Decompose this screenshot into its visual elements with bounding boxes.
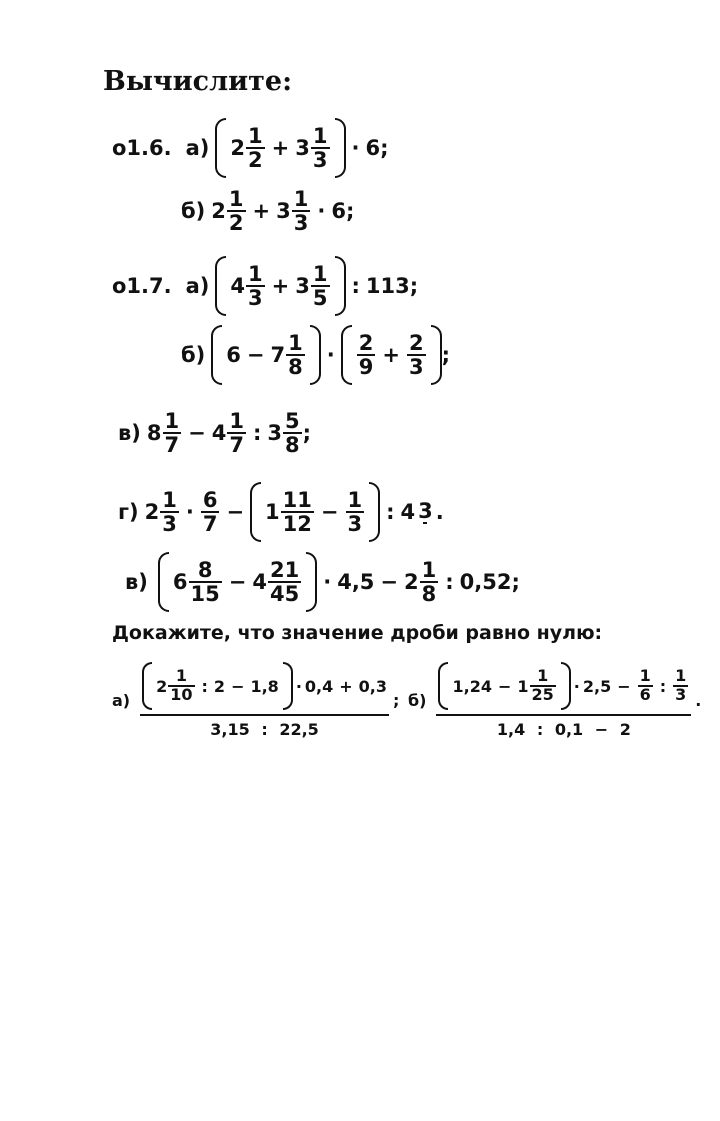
item-label: в) <box>118 421 141 446</box>
whole-part: 2 <box>156 676 168 696</box>
item-label: г) <box>118 500 139 524</box>
period: . <box>695 691 702 710</box>
big-fraction <box>436 662 691 739</box>
item-label: б) <box>181 199 206 224</box>
fraction: $\frac{1}{7}$ <box>229 409 244 458</box>
semicolon: ; <box>441 343 450 367</box>
multiply-sign: · <box>351 136 360 160</box>
fraction: $\frac{11}{12}$ <box>282 487 312 536</box>
problem-1-6-a <box>112 118 389 178</box>
number: 0,3 <box>358 676 387 696</box>
numerator <box>436 662 691 714</box>
number: 2,5 <box>582 676 612 696</box>
problem-1-9-b <box>408 662 701 739</box>
semicolon: ; <box>392 691 400 710</box>
whole-part: 4 <box>230 274 246 298</box>
fraction: $\frac{5}{8}$ <box>285 409 300 458</box>
item-label: а) <box>185 136 210 160</box>
minus-sign: − <box>226 500 245 524</box>
divide-sign: : <box>659 676 667 696</box>
item-label: в) <box>125 570 148 594</box>
divisor: 113; <box>365 274 419 298</box>
parenthesis-group <box>341 325 442 385</box>
whole-part: 4 <box>400 500 416 524</box>
denominator: 1,4 : 0,1 − 2 <box>436 714 691 739</box>
page-title: Вычислите: <box>103 66 293 97</box>
minus-sign: − <box>380 570 399 594</box>
whole-part: 3 <box>295 274 310 298</box>
parenthesis-group <box>211 325 320 385</box>
minus-sign: − <box>246 343 265 367</box>
right-paren <box>306 552 317 612</box>
minus-sign: − <box>231 676 245 696</box>
whole-part: 3 <box>267 421 283 446</box>
parenthesis-group <box>158 552 317 612</box>
whole-part: 6 <box>172 570 188 594</box>
whole-part: 3 <box>295 136 310 160</box>
item-label: б) <box>408 691 427 710</box>
left-paren <box>438 662 448 710</box>
problem-number: о1.6. <box>112 136 172 160</box>
item-label: а) <box>112 691 131 710</box>
fraction: $\frac{1}{8}$ <box>288 330 303 379</box>
multiply-sign: · <box>295 676 302 696</box>
right-paren <box>431 325 442 385</box>
fraction: $\frac{1}{3}$ <box>248 261 263 310</box>
multiply-sign: · <box>185 500 194 524</box>
left-paren <box>215 118 226 178</box>
number: 1,8 <box>250 676 279 696</box>
whole-part: 4 <box>252 570 267 594</box>
divide-sign: : <box>386 500 395 524</box>
multiply-sign: · <box>317 199 326 224</box>
parenthesis-group <box>215 256 345 316</box>
fraction: $\frac{1}{7}$ <box>164 409 180 458</box>
problem-1-7-a <box>112 256 418 316</box>
problem-1-6-b <box>181 188 354 234</box>
whole-part: 1 <box>517 676 529 696</box>
fraction: $\frac{2}{9}$ <box>358 330 374 379</box>
plus-sign: + <box>382 343 400 367</box>
whole-part: 4 <box>211 421 227 446</box>
whole-part: 7 <box>270 343 286 367</box>
right-paren <box>561 662 571 710</box>
problem-1-7-b <box>181 325 450 385</box>
multiply-sign: · <box>326 343 335 367</box>
problem-1-7-g <box>118 482 444 542</box>
period: . <box>435 500 444 524</box>
problem-1-8-v <box>125 552 520 612</box>
plus-sign: + <box>271 136 290 160</box>
instruction-text: Докажите, что значение дроби равно нулю: <box>112 622 603 644</box>
multiply-sign: · <box>323 570 332 594</box>
minus-sign: − <box>188 421 206 446</box>
denominator: 3,15 : 22,5 <box>140 714 389 739</box>
fraction: $\frac{1}{10}$ <box>170 666 193 704</box>
right-paren <box>335 118 346 178</box>
left-paren <box>158 552 169 612</box>
problem-1-7-v <box>118 410 311 456</box>
big-fraction <box>140 662 389 739</box>
fraction: $\frac{1}{6}$ <box>639 666 651 704</box>
minus-sign: − <box>497 676 512 696</box>
problem-1-9-a <box>112 662 399 739</box>
divide-sign: : <box>201 676 208 696</box>
whole-part: 2 <box>144 500 160 524</box>
fraction: $\frac{1}{3}$ <box>312 123 328 172</box>
fraction: $\frac{1}{8}$ <box>421 557 437 606</box>
number: 0,4 <box>304 676 334 696</box>
left-paren <box>341 325 352 385</box>
minus-sign: − <box>228 570 247 594</box>
fraction: $\frac{1}{3}$ <box>162 487 177 536</box>
fraction: $\frac{1}{2}$ <box>248 123 263 172</box>
number: 4,5 <box>337 570 375 594</box>
fraction: 3 <box>418 498 433 523</box>
whole-part: 2 <box>211 199 226 224</box>
plus-sign: + <box>271 274 290 298</box>
fraction: $\frac{1}{3}$ <box>347 487 363 536</box>
whole-part: 1 <box>265 500 280 524</box>
left-paren <box>250 482 261 542</box>
whole-part: 2 <box>404 570 419 594</box>
left-paren <box>211 325 222 385</box>
minus-sign: − <box>617 676 631 696</box>
factor: 6; <box>365 136 389 160</box>
plus-sign: + <box>339 676 353 696</box>
right-paren <box>335 256 346 316</box>
fraction: $\frac{1}{3}$ <box>293 187 309 236</box>
right-paren <box>369 482 380 542</box>
divide-sign: : <box>351 274 360 298</box>
factor: 6; <box>331 199 355 224</box>
parenthesis-group <box>438 662 570 710</box>
fraction: $\frac{1}{25}$ <box>531 666 554 704</box>
plus-sign: + <box>252 199 271 224</box>
parenthesis-group <box>250 482 380 542</box>
left-paren <box>142 662 152 710</box>
fraction: $\frac{1}{5}$ <box>312 261 328 310</box>
divisor: 0,52; <box>459 570 520 594</box>
divide-sign: : <box>445 570 454 594</box>
number: 6 <box>226 343 241 367</box>
fraction: $\frac{1}{3}$ <box>675 666 687 704</box>
item-label: а) <box>185 274 210 298</box>
right-paren <box>283 662 293 710</box>
divide-sign: : <box>253 421 262 446</box>
fraction: $\frac{6}{7}$ <box>202 487 218 536</box>
minus-sign: − <box>320 500 339 524</box>
item-label: б) <box>181 343 206 367</box>
number: 1,24 <box>452 676 492 696</box>
left-paren <box>215 256 226 316</box>
parenthesis-group <box>142 662 293 710</box>
right-paren <box>310 325 321 385</box>
semicolon: ; <box>302 421 312 446</box>
parenthesis-group <box>215 118 345 178</box>
number: 2 <box>213 676 226 696</box>
whole-part: 3 <box>276 199 291 224</box>
fraction: $\frac{21}{45}$ <box>269 557 300 606</box>
fraction: $\frac{1}{2}$ <box>228 187 244 236</box>
fraction: $\frac{8}{15}$ <box>190 557 220 606</box>
numerator <box>140 662 389 714</box>
fraction: $\frac{2}{3}$ <box>408 330 424 379</box>
whole-part: 8 <box>146 421 162 446</box>
whole-part: 2 <box>230 136 246 160</box>
problem-number: о1.7. <box>112 274 172 298</box>
multiply-sign: · <box>573 676 580 696</box>
